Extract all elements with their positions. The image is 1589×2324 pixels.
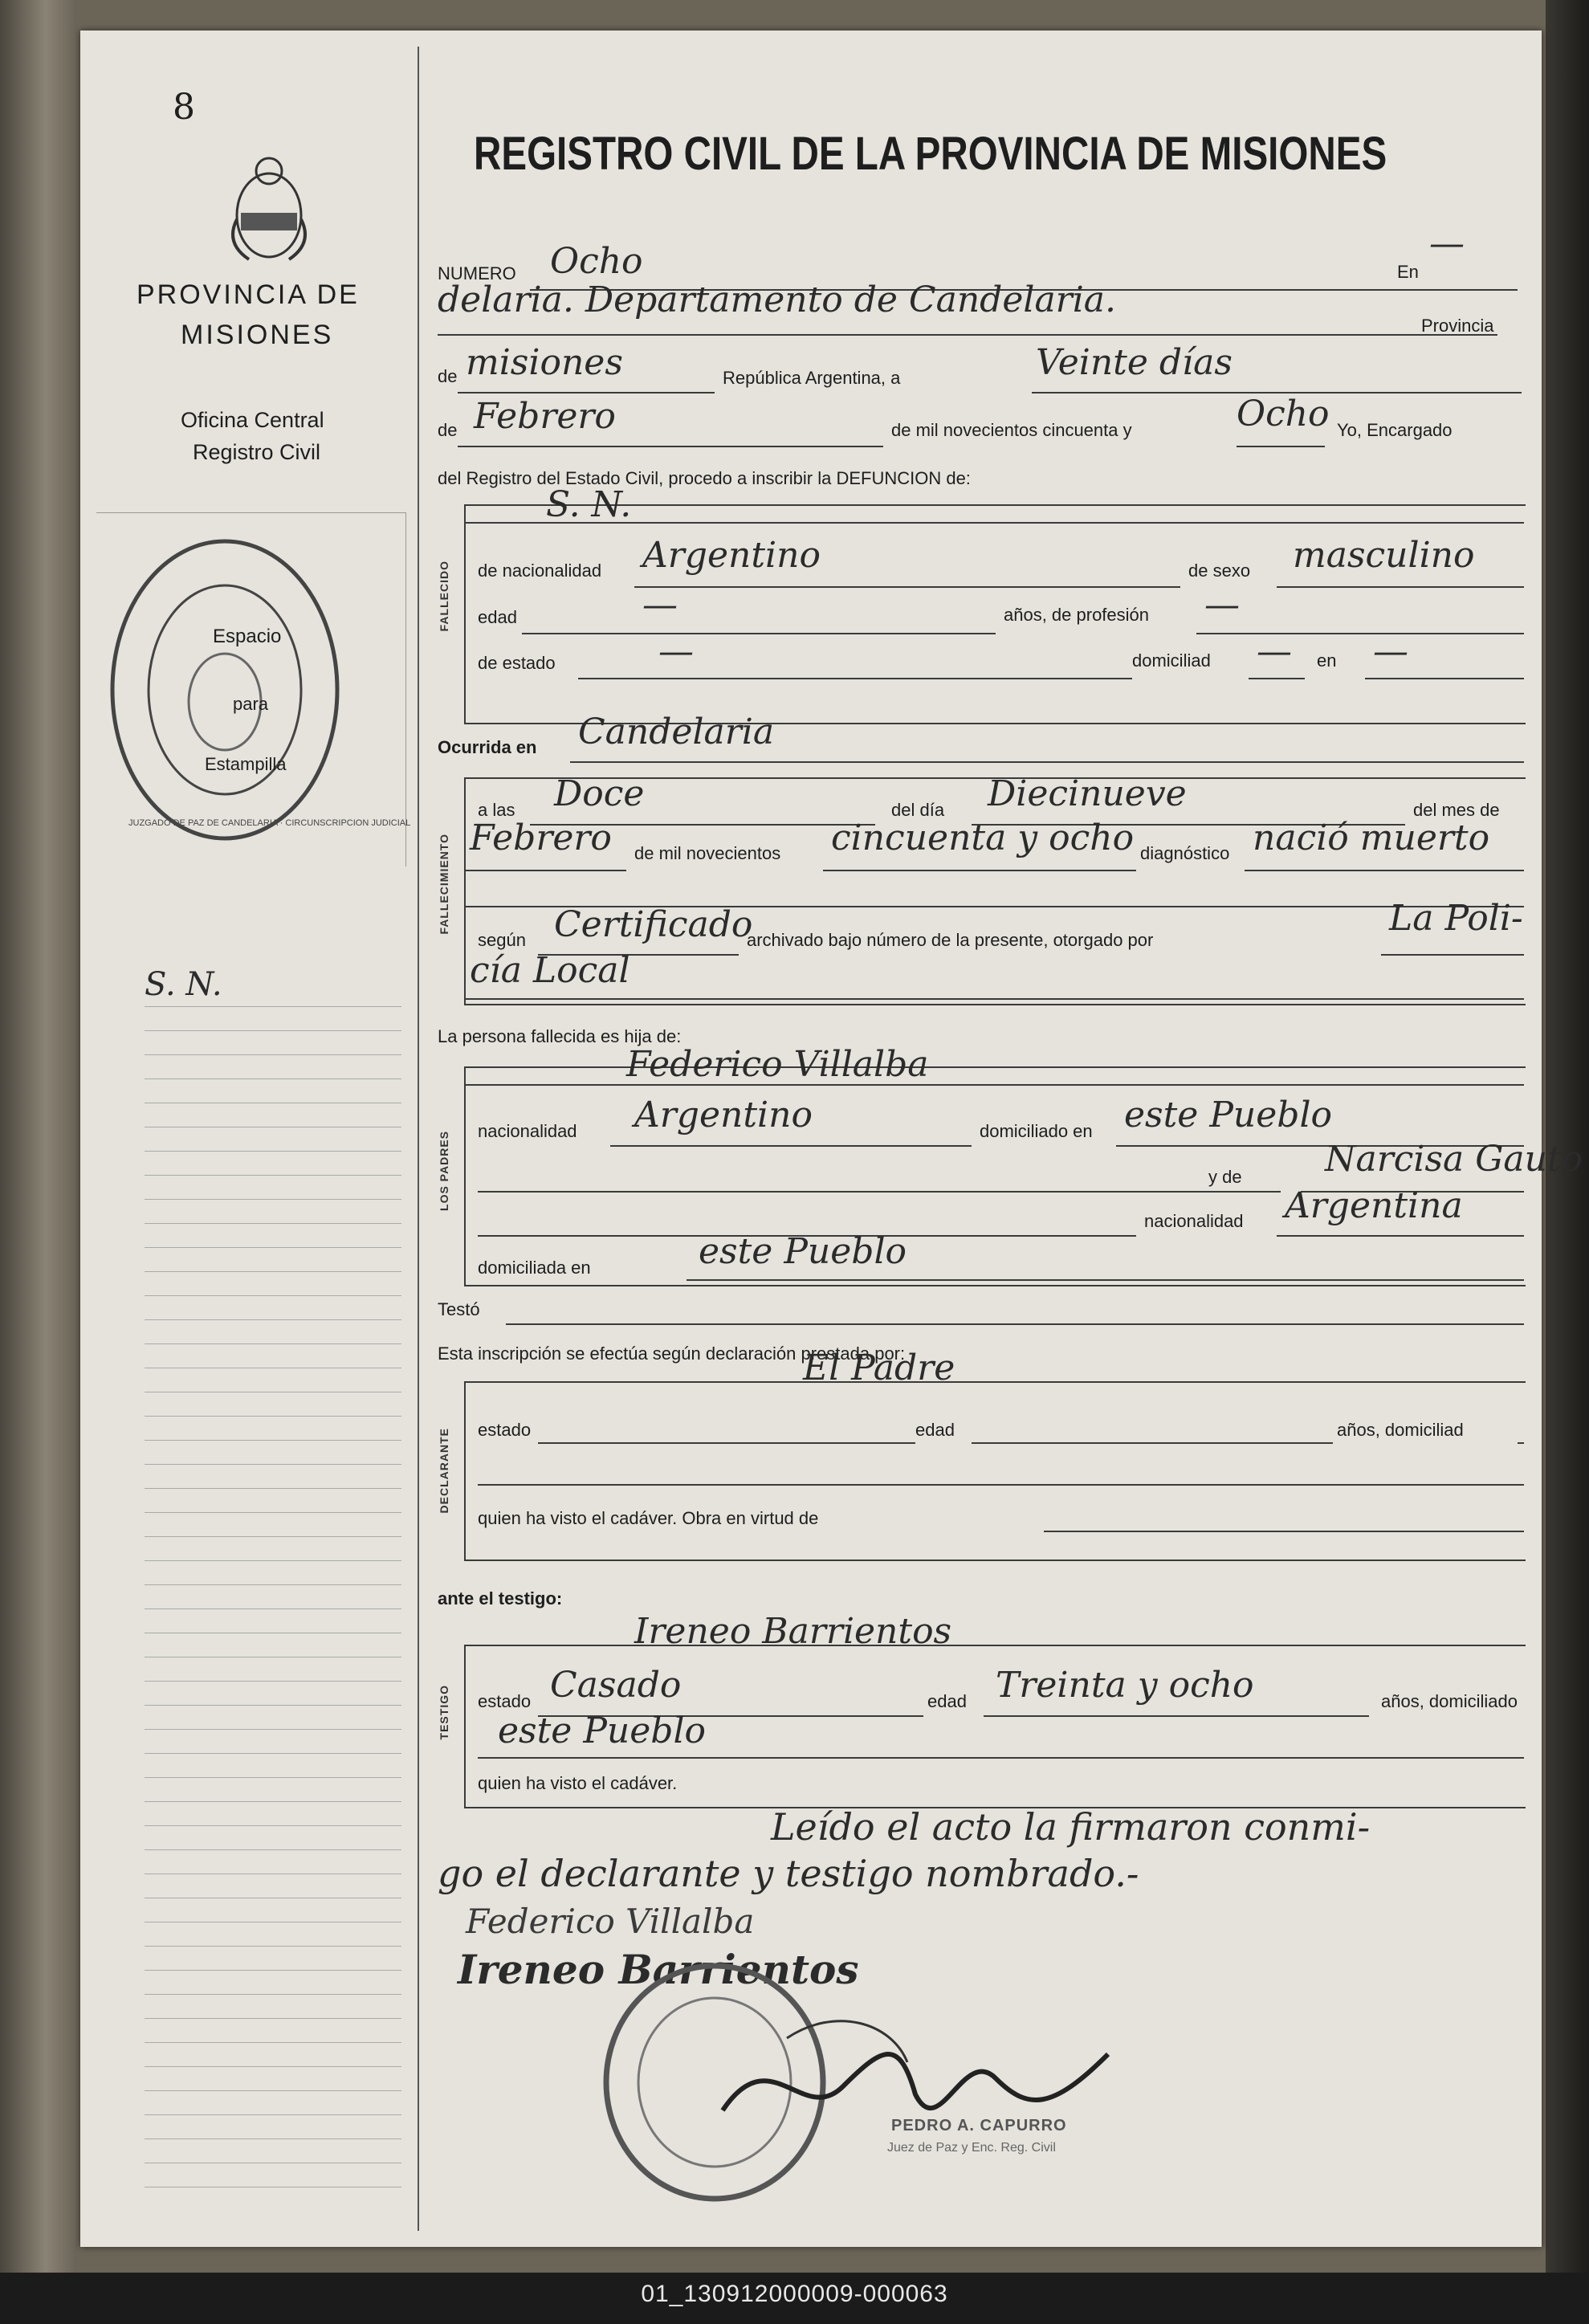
value-dom-testigo: este Pueblo (498, 1710, 707, 1751)
closing-line-2: go el declarante y testigo nombrado.- (438, 1852, 1139, 1895)
ruled-line (145, 2066, 401, 2067)
label-ocurrida: Ocurrida en (438, 737, 537, 757)
ruled-line (145, 1681, 401, 1682)
ruled-line (145, 1560, 401, 1561)
ruled-line (145, 1825, 401, 1826)
value-lugar: delaria. Departamento de Candelaria. (438, 279, 1117, 320)
signature-declarante: Federico Villalba (466, 1902, 755, 1941)
seal-ring-text: JUZGADO DE PAZ DE CANDELARIA · CIRCUNSCRIPCION JUDICIAL (128, 818, 411, 828)
ruled-line (145, 1271, 401, 1272)
ruled-line (145, 1223, 401, 1224)
side-label-declarante: DECLARANTE (438, 1428, 450, 1514)
side-label-fallecido: FALLECIDO (438, 561, 450, 632)
label-segun: según (478, 930, 526, 950)
stamp-space-label-2: para (233, 694, 269, 714)
value-ocurrida: Candelaria (578, 711, 775, 752)
office-label-2: Registro Civil (193, 440, 321, 464)
value-numero: Ocho (550, 241, 643, 282)
ruled-line (145, 1319, 401, 1320)
declarante-bracket (464, 1381, 1526, 1561)
value-dom-madre: este Pueblo (699, 1231, 907, 1272)
signature-testigo: Ireneo Barrientos (458, 1946, 859, 1993)
label-del-mes: del mes de (1413, 800, 1500, 820)
ruled-line (145, 1873, 401, 1874)
ruled-line (145, 1705, 401, 1706)
ruled-line (145, 1054, 401, 1055)
ruled-line (145, 1512, 401, 1513)
ruled-line (145, 1729, 401, 1730)
ruled-line (145, 1801, 401, 1802)
side-label-testigo: TESTIGO (438, 1685, 450, 1740)
label-domiciliado: domiciliad (1132, 650, 1211, 671)
label-nacionalidad: de nacionalidad (478, 561, 602, 581)
value-edad-testigo: Treinta y ocho (996, 1665, 1254, 1706)
stamp-box (96, 512, 411, 866)
ruled-line (145, 1584, 401, 1585)
label-a-las: a las (478, 800, 515, 820)
value-anio: Ocho (1237, 393, 1330, 434)
office-label-1: Oficina Central (181, 408, 324, 432)
ruled-line (145, 1994, 401, 1995)
province-label-1: PROVINCIA DE (136, 279, 360, 310)
label-dom-padre: domiciliado en (980, 1121, 1093, 1141)
value-fecha: Veinte días (1036, 342, 1232, 383)
label-anos-declarante: años, domiciliad (1337, 1420, 1464, 1440)
value-dom-padre: este Pueblo (1124, 1095, 1333, 1135)
label-nac-madre: nacionalidad (1144, 1211, 1244, 1231)
label-testo: Testó (438, 1299, 480, 1319)
page-number: 8 (173, 87, 195, 128)
value-estado: — (658, 631, 694, 672)
stamp-space-label-3: Estampilla (205, 754, 287, 774)
ruled-line (145, 2138, 401, 2139)
label-en-fallecido: en (1317, 650, 1337, 671)
book-spine (0, 0, 76, 2273)
label-provincia: Provincia (1421, 316, 1494, 336)
label-anos-testigo: años, domiciliado (1381, 1691, 1518, 1711)
value-nac-padre: Argentino (634, 1095, 813, 1135)
value-otorgado-1: La Poli- (1389, 898, 1523, 939)
label-estado-declarante: estado (478, 1420, 532, 1440)
label-inscripcion: Esta inscripción se efectúa según declaración prestada por: (438, 1343, 906, 1364)
column-divider (418, 47, 419, 2231)
label-sexo: de sexo (1188, 561, 1251, 581)
value-testigo: Ireneo Barrientos (634, 1611, 952, 1652)
value-padre: Federico Villalba (626, 1044, 929, 1085)
label-republica: República Argentina, a (723, 368, 901, 388)
official-name: PEDRO A. CAPURRO (891, 2117, 1067, 2134)
archive-id: 01_130912000009-000063 (641, 2281, 948, 2307)
ruled-line (145, 1753, 401, 1754)
ruled-line (145, 1416, 401, 1417)
ruled-line (145, 2114, 401, 2115)
value-segun: Certificado (554, 904, 753, 945)
value-mes: Febrero (474, 396, 616, 437)
value-hora: Doce (554, 773, 645, 814)
official-role: Juez de Paz y Enc. Reg. Civil (887, 2141, 1056, 2155)
ruled-line (145, 2042, 401, 2043)
record-page (80, 31, 1583, 2247)
closing-line-1: Leído el acto la firmaron conmi- (771, 1805, 1371, 1849)
ruled-line (145, 1488, 401, 1489)
label-mil: de mil novecientos cincuenta y (891, 420, 1132, 440)
ruled-line (145, 1536, 401, 1537)
label-nac-padre: nacionalidad (478, 1121, 577, 1141)
value-anio-fallecimiento: cincuenta y ocho (831, 817, 1135, 858)
label-de: de (438, 366, 458, 386)
page-title: REGISTRO CIVIL DE LA PROVINCIA DE MISIONES (474, 128, 1387, 180)
label-en: En (1397, 262, 1419, 282)
value-sexo: masculino (1293, 535, 1475, 576)
province-label-2: MISIONES (181, 320, 334, 350)
label-edad: edad (478, 607, 517, 627)
label-estado-testigo: estado (478, 1691, 532, 1711)
value-nac-madre: Argentina (1285, 1185, 1463, 1226)
value-provincia: misiones (466, 342, 623, 383)
ruled-line (145, 1849, 401, 1850)
value-estado-testigo: Casado (550, 1665, 682, 1706)
ruled-line (145, 1078, 401, 1079)
label-archivado: archivado bajo número de la presente, otorgado por (747, 930, 1154, 950)
label-dom-madre: domiciliada en (478, 1258, 591, 1278)
value-fallecido: S. N. (546, 484, 632, 525)
value-declarante: El Padre (803, 1348, 955, 1388)
value-en-fallecido: — (1373, 631, 1408, 672)
ruled-line (145, 1464, 401, 1465)
ruled-line (145, 2090, 401, 2091)
margin-name: S. N. (145, 966, 222, 1003)
label-edad-declarante: edad (915, 1420, 955, 1440)
label-edad-testigo: edad (927, 1691, 967, 1711)
stamp-space-label-1: Espacio (213, 626, 282, 647)
side-label-padres: LOS PADRES (438, 1131, 450, 1211)
value-en: — (1429, 223, 1465, 264)
value-madre: Narcisa Gauto (1325, 1139, 1583, 1180)
label-ante: ante el testigo: (438, 1588, 563, 1608)
ruled-line (145, 1006, 401, 1007)
value-profesion: — (1204, 585, 1240, 626)
ruled-line (145, 1199, 401, 1200)
value-dia: Diecinueve (988, 773, 1187, 814)
label-quien-declarante: quien ha visto el cadáver. Obra en virtud de (478, 1508, 819, 1528)
label-profesion: años, de profesión (1004, 605, 1150, 625)
ruled-line (145, 2018, 401, 2019)
label-yo: Yo, Encargado (1337, 420, 1453, 440)
ruled-line (145, 1608, 401, 1609)
value-edad: — (642, 585, 678, 626)
label-mil-fallecimiento: de mil novecientos (634, 843, 781, 863)
court-seal-icon (104, 529, 345, 850)
value-mes-fallecimiento: Febrero (470, 817, 612, 858)
coat-of-arms-icon (225, 147, 313, 267)
label-quien-testigo: quien ha visto el cadáver. (478, 1773, 678, 1793)
value-otorgado-2: cía Local (470, 950, 630, 991)
label-hija: La persona fallecida es hija de: (438, 1026, 682, 1046)
ruled-line (145, 1175, 401, 1176)
label-de-mes: de (438, 420, 458, 440)
label-numero: NUMERO (438, 263, 516, 283)
value-diagnostico: nació muerto (1253, 817, 1490, 858)
side-label-fallecimiento: FALLECIMIENTO (438, 834, 450, 935)
label-estado: de estado (478, 653, 556, 673)
ruled-line (145, 1946, 401, 1947)
ruled-line (145, 1030, 401, 1031)
value-domiciliado: — (1257, 631, 1292, 672)
label-del-dia: del día (891, 800, 945, 820)
ruled-line (145, 1295, 401, 1296)
ruled-line (145, 1151, 401, 1152)
ruled-line (145, 1970, 401, 1971)
ruled-line (145, 1343, 401, 1344)
label-registro: del Registro del Estado Civil, procedo a inscribir la DEFUNCION de: (438, 468, 971, 488)
label-y-de: y de (1208, 1167, 1242, 1187)
label-diagnostico: diagnóstico (1140, 843, 1230, 863)
ruled-line (145, 1777, 401, 1778)
archive-footer (0, 2273, 1589, 2324)
ruled-line (145, 1247, 401, 1248)
value-nacionalidad: Argentino (642, 535, 821, 576)
book-right-edge (1546, 0, 1589, 2273)
ruled-line (145, 1440, 401, 1441)
